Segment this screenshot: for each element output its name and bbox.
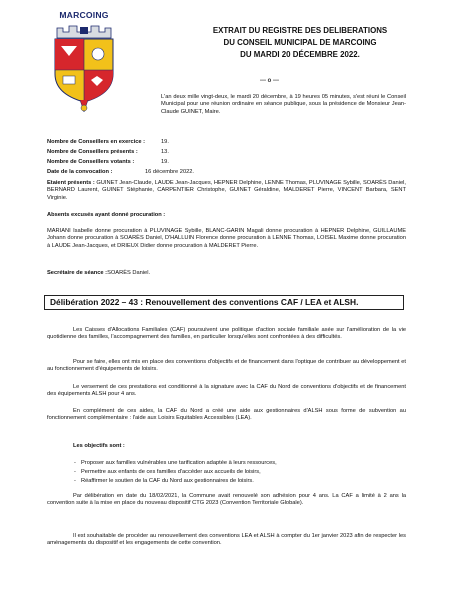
- paragraph-payment: Le versement de ces prestations est conditionné à la signature avec la CAF du Nord de conventions d'objectifs et de financement des équipements ALSH pour 4 ans.: [47, 384, 406, 398]
- list-item: - Proposer aux familles vulnérables une tarification adaptée à leurs ressources,: [74, 460, 277, 466]
- count-value: 19.: [161, 159, 169, 165]
- count-value: 19.: [161, 139, 169, 145]
- session-date-title: DU MARDI 20 DÉCEMBRE 2022.: [240, 50, 360, 59]
- present-members: [47, 180, 406, 202]
- paragraph-caf-policy: Les Caisses d'Allocations Familiales (CAF) poursuivent une politique d'action sociale familiale axée sur l'amélioration de la vie quotidienne des familles, l'accompagnement des familles, en particulier lorsqu'elles sont confrontées à des difficultés.: [47, 327, 406, 341]
- count-row: [47, 159, 169, 166]
- intro-paragraph: L'an deux mille vingt-deux, le mardi 20 décembre, à 19 heures 05 minutes, s'est réuni le Conseil Municipal pour une réunion ordinaire en séance publique, sous la présidence de Monsieur Jean-Claude GUINET, Maire.: [161, 94, 406, 115]
- list-item: - Réaffirmer le soutien de la CAF du Nord aux gestionnaires de loisirs.: [74, 478, 254, 484]
- coat-of-arms-town-name: MARCOING: [59, 10, 109, 20]
- count-value: 13.: [161, 149, 169, 155]
- secretary-name: SOARÈS Daniel.: [107, 270, 151, 276]
- count-label: Nombre de Conseillers présents :: [47, 149, 138, 155]
- deliberation-title: Délibération 2022 – 43 : Renouvellement des conventions CAF / LEA et ALSH.: [44, 295, 404, 310]
- council-title: DU CONSEIL MUNICIPAL DE MARCOING: [223, 38, 377, 47]
- secretary-line: [47, 270, 406, 277]
- paragraph-renewal-history: Par délibération en date du 18/02/2021, la Commune avait renouvelé son adhésion pour 4 ans. La CAF a limité à 2 ans la convention suite à la mise en place du nouveau dispositif CTG 2023 (Convention Territoriale Globale).: [47, 493, 406, 507]
- secretary-label: Secrétaire de séance :: [47, 270, 108, 276]
- count-label: Nombre de Conseillers votants :: [47, 159, 135, 165]
- count-label: Nombre de Conseillers en exercice :: [47, 139, 145, 145]
- paragraph-conventions: Pour se faire, elles ont mis en place des conventions d'objectifs et de financement dans l'optique de contribuer au développement et au fonctionnement d'équipements de loisirs.: [47, 359, 406, 373]
- present-names: GUINET Jean-Claude, LAUDE Jean-Jacques, HEPNER Delphine, LENNE Thomas, PLUVINAGE Sybille, SOARÈS Daniel, BERNARD Laurent, GUINET Stéphanie, CARPENTIER Christophe, GUINET Géraldine, MALDERET Pierre, VINCENT Barbara, SENT Virginie.: [47, 180, 406, 201]
- count-row: [47, 139, 169, 146]
- count-row: [47, 169, 195, 176]
- count-label: Date de la convocation :: [47, 169, 113, 175]
- objectives-list: [74, 459, 277, 486]
- paragraph-lea-aid: En complément de ces aides, la CAF du Nord a créé une aide aux gestionnaires d'ALSH sous forme de subvention au fonctionnement complémentaire : l'aide aux Loisirs Equitables Accessibles (LEA).: [47, 408, 406, 422]
- paragraph-renewal-proposal: Il est souhaitable de procéder au renouvellement des conventions LEA et ALSH à compter du 1er janvier 2023 afin de respecter les aménagements du dispositif et les engagements de cette convention.: [47, 533, 406, 547]
- present-label: Etaient présents :: [47, 180, 95, 186]
- count-value: 16 décembre 2022.: [145, 169, 195, 175]
- count-row: [47, 149, 169, 156]
- list-item: - Permettre aux enfants de ces familles d'accéder aux accueils de loisirs,: [74, 469, 261, 475]
- objectives-label: Les objectifs sont :: [73, 443, 125, 449]
- coat-of-arms-icon: [49, 22, 119, 114]
- absent-proxies: MARIANI Isabelle donne procuration à PLUVINAGE Sybille, BLANC-GARIN Magali donne procuration à HEPNER Delphine, GUILLAUME Johann donne procuration à SOARÈS Daniel, D'HALLUIN Florence donne procuration à LENNE Thomas, LOISEL Maxime donne procuration à LAUDE Jean-Jacques, et DRIEUX Didier donne procuration à MALDERET Pierre.: [47, 228, 406, 249]
- register-title: EXTRAIT DU REGISTRE DES DELIBERATIONS: [212, 26, 388, 35]
- header-separator: --- o ---: [260, 78, 279, 84]
- absent-label: Absents excusés ayant donné procuration :: [47, 212, 166, 218]
